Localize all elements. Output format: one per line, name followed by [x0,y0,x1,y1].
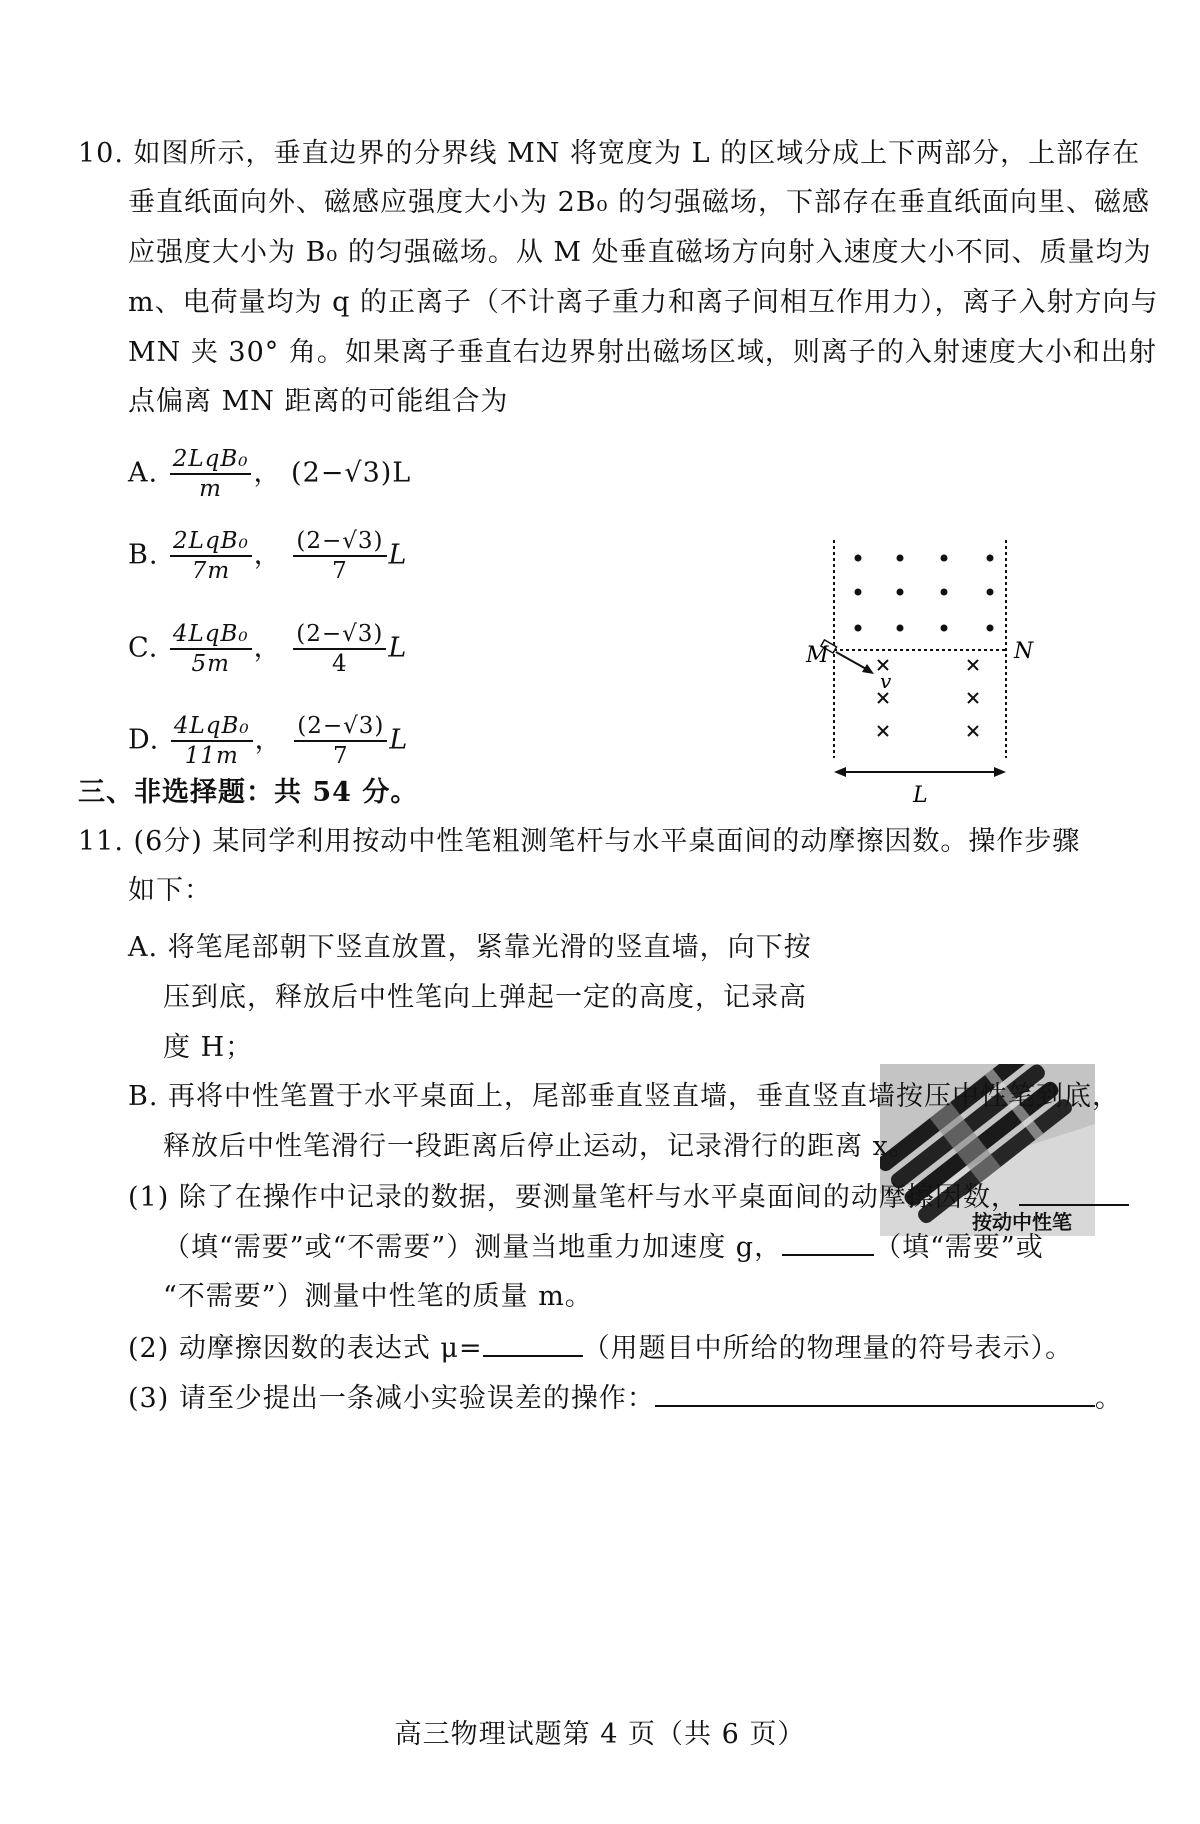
q10-line5: MN 夹 30° 角。如果离子垂直右边界射出磁场区域，则离子的入射速度大小和出射 [128,337,1157,368]
option-b: B. $\frac{\text{2LqB₀}}{7m}$ ， $\frac{(2-√3)}{7}$ L [128,528,408,584]
label-l: L [913,783,928,808]
field-out-dots [855,555,994,632]
photo-caption: 按动中性笔 [972,1210,1072,1234]
option-a-velocity: $\frac{\text{2LqB₀}}{m}$ [170,445,252,503]
magnetic-field-diagram [800,540,1040,810]
q10-line3: 应强度大小为 B₀ 的匀强磁场。从 M 处垂直磁场方向射入速度大小不同、质量均为 [128,237,1152,268]
answer-blank-1[interactable] [1019,1180,1129,1206]
answer-blank-3[interactable] [483,1331,583,1357]
option-c-velocity: $\frac{\text{4LqB₀}}{5m}$ [170,620,252,678]
q11-sub3: (3) 请至少提出一条减小实验误差的操作： 。 [128,1383,1123,1414]
option-b-velocity: $\frac{\text{2LqB₀}}{7m}$ [170,527,252,585]
label-m: M [806,643,829,668]
option-a-label: A. [128,457,159,489]
q11-line1 [78,825,1080,859]
q11-step-a-3: 度 H； [163,1032,254,1063]
answer-blank-4[interactable] [655,1381,1095,1407]
q11-sub1-line3: “不需要”）测量中性笔的质量 m。 [163,1281,593,1312]
option-a: A. $\frac{\text{2LqB₀}}{m}$ ， (2−√3)L [128,446,412,502]
option-c-label: C. [128,632,159,664]
q11-line2: 如下： [128,875,212,906]
section-3-title: 三、非选择题：共 54 分。 [78,777,419,808]
q11-sub1-line2: （填“需要”或“不需要”）测量当地重力加速度 g， （填“需要”或 [163,1232,1044,1263]
q10-text-1: 如图所示，垂直边界的分界线 MN 将宽度为 L 的区域分成上下两部分，上部存在 [133,138,1141,169]
q11-step-b-2: 释放后中性笔滑行一段距离后停止运动，记录滑行的距离 x。 [163,1131,917,1162]
option-d: D. $\frac{\text{4LqB₀}}{11m}$ ， $\frac{(2-√3)}{7}$ L [128,713,409,769]
label-n: N [1014,639,1034,664]
velocity-arrowhead [862,664,874,674]
option-d-label: D. [128,724,160,756]
answer-blank-2[interactable] [782,1230,874,1256]
field-in-crosses [878,660,978,736]
velocity-arrow [836,652,868,670]
option-d-distance: $\frac{(2-√3)}{7}$ [294,712,387,770]
q11-sub1-line1: (1) 除了在操作中记录的数据，要测量笔杆与水平桌面间的动摩擦因数， [128,1180,1129,1215]
q11-sub2: (2) 动摩擦因数的表达式 μ= （用题目中所给的物理量的符号表示）。 [128,1333,1074,1364]
q11-step-a-1: A. 将笔尾部朝下竖直放置，紧靠光滑的竖直墙，向下按 [128,932,812,963]
q10-line6: 点偏离 MN 距离的可能组合为 [128,386,509,417]
q11-number: 11. [78,826,124,857]
q10-number: 10. [78,138,124,169]
option-b-label: B. [128,539,159,571]
q10-line2: 垂直纸面向外、磁感应强度大小为 2B₀ 的匀强磁场，下部存在垂直纸面向里、磁感 [128,187,1151,218]
page-footer: 高三物理试题第 4 页（共 6 页） [394,1719,806,1750]
q11-step-b-1: B. 再将中性笔置于水平桌面上，尾部垂直竖直墙，垂直竖直墙按压中性笔到底， [128,1081,1121,1112]
q11-step-a-2: 压到底，释放后中性笔向上弹起一定的高度，记录高 [163,982,807,1013]
option-c: C. $\frac{\text{4LqB₀}}{5m}$ ， $\frac{(2-√3)}{4}$ L [128,621,408,677]
option-b-distance: $\frac{(2-√3)}{7}$ [293,527,386,585]
option-d-velocity: $\frac{\text{4LqB₀}}{11m}$ [171,712,253,770]
option-a-distance: (2−√3)L [291,457,412,489]
label-v: v [880,669,892,693]
q11-text-1: (6分) 某同学利用按动中性笔粗测笔杆与水平桌面间的动摩擦因数。操作步骤 [133,826,1081,857]
q10-line1 [78,137,1140,171]
option-c-distance: $\frac{(2-√3)}{4}$ [293,620,386,678]
q10-line4: m、电荷量均为 q 的正离子（不计离子重力和离子间相互作用力），离子入射方向与 [128,287,1159,318]
